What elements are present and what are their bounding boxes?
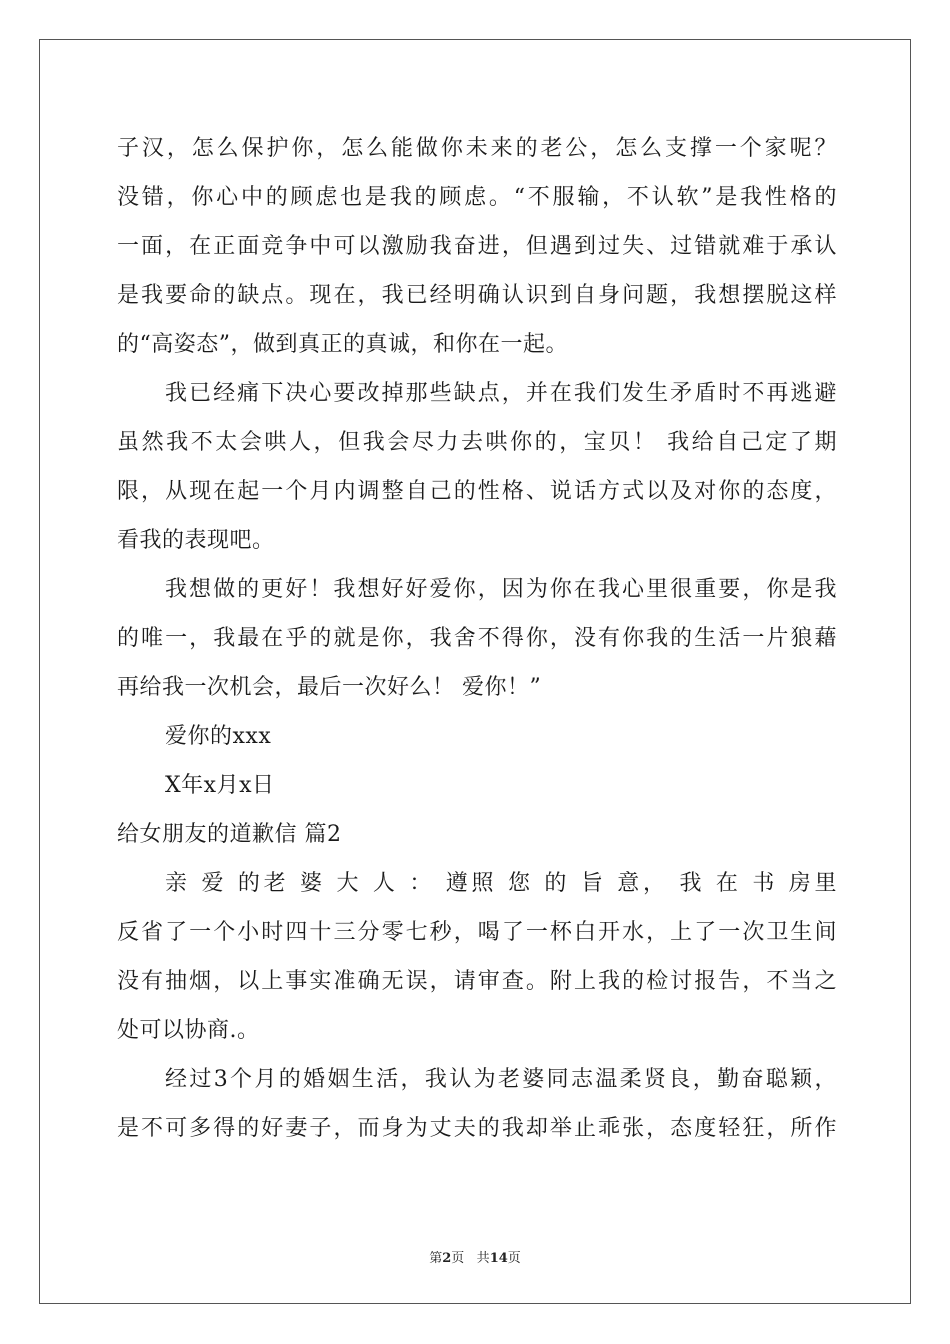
text-line: 看我的表现吧。 [117, 528, 275, 553]
text-line: 没错，你心中的顾虑也是我的顾虑。“不服输，不认软”是我性格的 [117, 185, 837, 210]
text-line: 反省了一个小时四十三分零七秒，喝了一杯白开水，上了一次卫生间 [117, 920, 837, 945]
total-suffix: 页 [507, 1251, 521, 1266]
total-prefix: 共 [476, 1251, 490, 1266]
page-prefix: 第 [429, 1251, 443, 1266]
page-suffix: 页 [451, 1251, 465, 1266]
document-body [117, 124, 837, 1153]
text-line: 经过3个月的婚姻生活，我认为老婆同志温柔贤良，勤奋聪颖， [165, 1067, 837, 1092]
text-line: 限，从现在起一个月内调整自己的性格、说话方式以及对你的态度， [117, 479, 837, 504]
text-line: 的唯一，我最在乎的就是你，我舍不得你，没有你我的生活一片狼藉 [117, 626, 837, 651]
page-footer [0, 1247, 950, 1266]
text-line: 子汉，怎么保护你，怎么能做你未来的老公，怎么支撑一个家呢？ [117, 136, 837, 161]
total-pages: 14 [489, 1251, 508, 1266]
text-line: 的“高姿态”，做到真正的真诚，和你在一起。 [117, 332, 568, 357]
date-line: X年x月x日 [165, 773, 275, 798]
text-line: 一面，在正面竞争中可以激励我奋进，但遇到过失、过错就难于承认 [117, 234, 837, 259]
page-number: 2 [442, 1251, 452, 1266]
text-line: 是不可多得的好妻子，而身为丈夫的我却举止乖张，态度轻狂，所作 [117, 1116, 837, 1141]
text-line: 我想做的更好！我想好好爱你，因为你在我心里很重要，你是我 [165, 577, 837, 602]
text-line: 虽然我不太会哄人，但我会尽力去哄你的，宝贝！ 我给自己定了期 [117, 430, 837, 455]
signature: 爱你的xxx [165, 724, 272, 749]
text-line: 再给我一次机会，最后一次好么！ 爱你！” [117, 675, 542, 700]
text-line: 处可以协商.。 [117, 1018, 260, 1043]
section-heading: 给女朋友的道歉信 篇2 [117, 822, 342, 847]
text-line: 是我要命的缺点。现在，我已经明确认识到自身问题，我想摆脱这样 [117, 283, 837, 308]
text-line: 没有抽烟，以上事实准确无误，请审查。附上我的检讨报告，不当之 [117, 969, 837, 994]
text-line: 我已经痛下决心要改掉那些缺点，并在我们发生矛盾时不再逃避 [165, 381, 837, 406]
text-line: 亲 爱 的老 婆 大 人 ： 遵照 您 的 旨 意， 我 在 书 房里 [165, 871, 837, 896]
